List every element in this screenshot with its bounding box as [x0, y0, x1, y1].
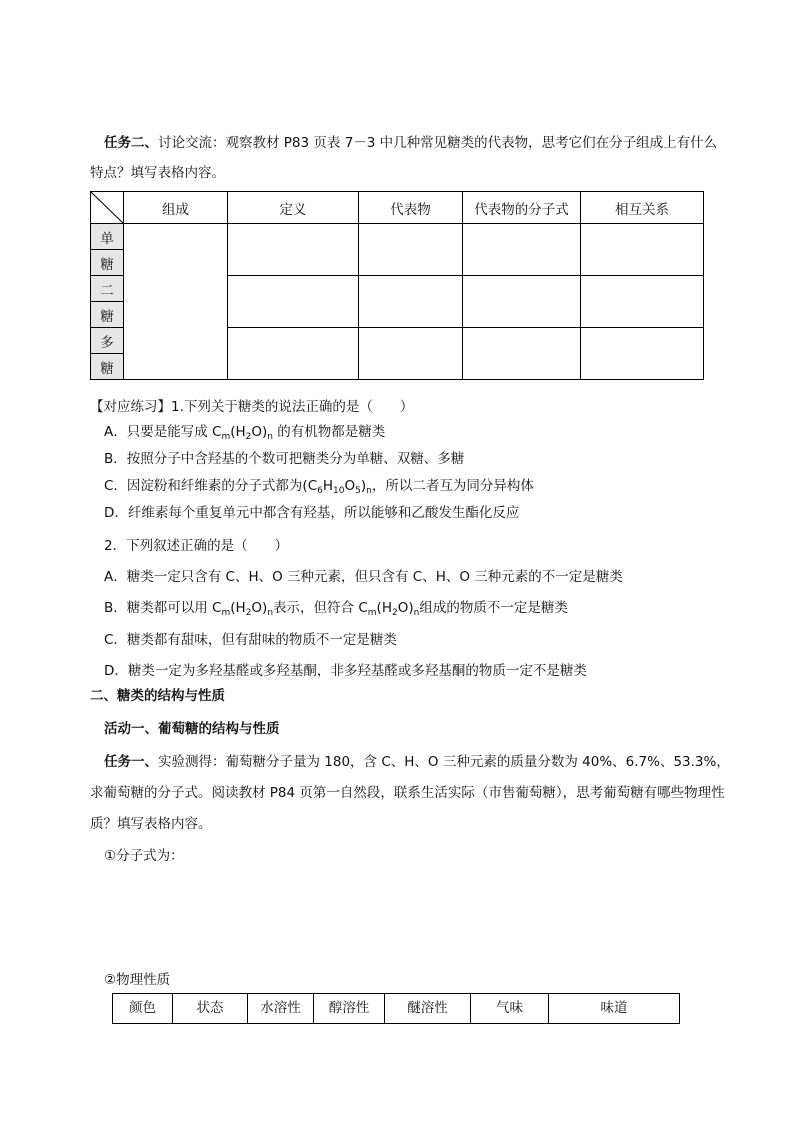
q1-option-b: B．按照分子中含羟基的个数可把糖类分为单糖、双糖、多糖 — [104, 451, 465, 467]
header-water-solubility: 水溶性 — [248, 994, 314, 1024]
q2-b-sub-2: 2 — [245, 608, 252, 618]
mono-relationship-cell — [581, 224, 704, 276]
row-label-di-2: 糖 — [91, 302, 124, 328]
q1-a-sub-m: m — [221, 432, 231, 442]
row-label-mono-1: 单 — [91, 224, 124, 250]
q1-a-sub-2: 2 — [245, 432, 252, 442]
q1-option-c — [104, 476, 534, 501]
q1-a-text-3: O) — [251, 424, 268, 440]
di-formula-cell — [463, 276, 581, 328]
q1-a-sub-n: n — [267, 432, 274, 442]
header-ether-solubility: 醚溶性 — [385, 994, 471, 1024]
q1-c-text-o: O — [344, 478, 356, 494]
di-relationship-cell — [581, 276, 704, 328]
diagonal-corner-cell — [91, 192, 124, 224]
header-state: 状态 — [173, 994, 248, 1024]
q1-c-sub-10: 10 — [333, 486, 345, 496]
header-color: 颜色 — [113, 994, 173, 1024]
q2-option-c: C．糖类都有甜味，但有甜味的物质不一定是糖类 — [104, 632, 397, 648]
header-taste: 味道 — [549, 994, 680, 1024]
task1-line3: 质？填写表格内容。 — [90, 816, 212, 832]
q2-b-text-5: (H — [376, 600, 392, 616]
q2-b-sub-n: n — [267, 608, 274, 618]
q1-c-sub-n: n — [366, 486, 372, 496]
formula-label: ①分子式为： — [104, 848, 184, 864]
q1-a-text-1: A．只要是能写成 C — [104, 424, 222, 440]
q2-b-text-6: O) — [397, 600, 414, 616]
poly-formula-cell — [463, 328, 581, 380]
mono-definition-cell — [228, 224, 359, 276]
q1-a-text-2: (H — [230, 424, 246, 440]
q1-c-text-2: ，所以二者互为同分异构体 — [371, 478, 534, 494]
physical-property-table — [112, 993, 680, 1024]
q2-b-text-1: B．糖类都可以用 C — [104, 600, 222, 616]
q1-c-sub-6: 6 — [317, 486, 323, 496]
practice-q2: 2．下列叙述正确的是（ ） — [104, 538, 289, 554]
q1-c-sub-5: 5 — [355, 486, 361, 496]
task2-text: 讨论交流：观察教材 P83 页表 7－3 中几种常见糖类的代表物，思考它们在分子组成上有什么 — [158, 135, 718, 151]
row-label-poly-2: 糖 — [91, 354, 124, 380]
header-representative: 代表物 — [359, 192, 463, 224]
task1-line1 — [104, 752, 730, 772]
header-definition: 定义 — [228, 192, 359, 224]
header-molecular-formula: 代表物的分子式 — [463, 192, 581, 224]
q2-b-sub-n2: n — [413, 608, 420, 618]
composition-cell — [124, 224, 228, 380]
task1-line2: 求葡萄糖的分子式。阅读教材 P84 页第一自然段，联系生活实际（市售葡萄糖），思考葡萄糖有哪些物理性 — [90, 785, 725, 801]
q2-b-text-3: O) — [251, 600, 268, 616]
sugar-classification-table — [90, 191, 704, 380]
mono-formula-cell — [463, 224, 581, 276]
di-definition-cell — [228, 276, 359, 328]
q1-option-d: D．纤维素每个重复单元中都含有羟基，所以能够和乙酸发生酯化反应 — [104, 505, 520, 521]
task1-text-1: 实验测得：葡萄糖分子量为 180，含 C、H、O 三种元素的质量分数为 40%、6.7%、53.3%， — [158, 754, 730, 770]
physical-property-label: ②物理性质 — [104, 972, 171, 988]
practice-q1: 【对应练习】1.下列关于糖类的说法正确的是（ ） — [90, 399, 414, 415]
task2-line1 — [104, 133, 717, 153]
diagonal-line — [91, 192, 124, 224]
q2-b-sub-m2: m — [367, 608, 377, 618]
header-composition: 组成 — [124, 192, 228, 224]
row-label-poly-1: 多 — [91, 328, 124, 354]
di-representative-cell — [359, 276, 463, 328]
header-relationship: 相互关系 — [581, 192, 704, 224]
q2-b-text-4: 表示，但符合 C — [273, 600, 368, 616]
q1-a-text-4: 的有机物都是糖类 — [273, 424, 386, 440]
task2-label: 任务二、 — [104, 135, 158, 151]
q1-option-a — [104, 422, 385, 447]
activity1-heading: 活动一、葡萄糖的结构与性质 — [104, 721, 280, 737]
mono-representative-cell — [359, 224, 463, 276]
q1-c-text-1: C．因淀粉和纤维素的分子式都为(C — [104, 478, 318, 494]
q2-b-text-7: 组成的物质不一定是糖类 — [419, 600, 568, 616]
row-label-di-1: 二 — [91, 276, 124, 302]
q2-option-b — [104, 598, 568, 623]
section2-heading: 二、糖类的结构与性质 — [90, 688, 225, 704]
q2-option-a: A．糖类一定只含有 C、H、O 三种元素，但只含有 C、H、O 三种元素的不一定是糖类 — [104, 569, 623, 585]
q1-c-text-close: ) — [360, 478, 367, 494]
poly-definition-cell — [228, 328, 359, 380]
header-odor: 气味 — [471, 994, 549, 1024]
poly-representative-cell — [359, 328, 463, 380]
poly-relationship-cell — [581, 328, 704, 380]
row-label-mono-2: 糖 — [91, 250, 124, 276]
q2-b-text-2: (H — [230, 600, 246, 616]
q1-c-text-h: H — [322, 478, 334, 494]
q2-b-sub-m: m — [221, 608, 231, 618]
task1-label: 任务一、 — [104, 754, 158, 770]
task2-line2: 特点？填写表格内容。 — [90, 165, 225, 181]
q2-b-sub-22: 2 — [391, 608, 398, 618]
header-alcohol-solubility: 醇溶性 — [314, 994, 385, 1024]
q2-option-d: D．糖类一定为多羟基醛或多羟基酮，非多羟基醛或多羟基酮的物质一定不是糖类 — [104, 663, 587, 679]
